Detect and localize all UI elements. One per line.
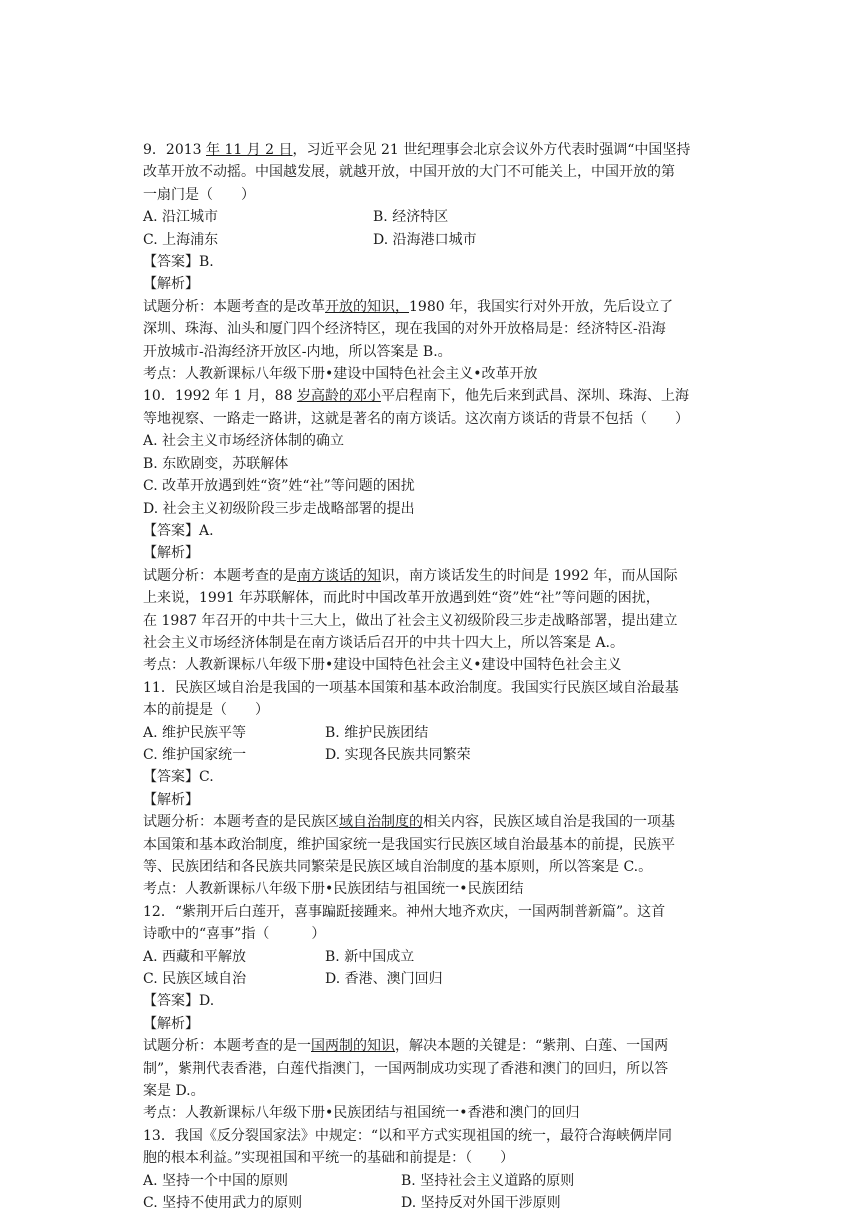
document-page <box>143 139 723 1215</box>
q12-stem-line-1: 12．“紫荆开后白莲开，喜事蹁跹接踵来。神州大地齐欢庆，一国两制普新篇”。这首 <box>143 903 666 920</box>
q12-analysis-line-2: 制”，紫荆代表香港，白莲代指澳门，一国两制成功实现了香港和澳门的回归，所以答 <box>143 1060 669 1077</box>
q11-stem-line-1: 11．民族区域自治是我国的一项基本国策和基本政治制度。我国实行民族区域自治最基 <box>143 679 679 696</box>
q11-kaodian: 考点：人教新课标八年级下册•民族团结与祖国统一•民族团结 <box>143 881 524 898</box>
q9-answer: 【答案】B. <box>143 254 214 271</box>
q10-stem-text: 10．1992 年 1 月，88 <box>143 388 297 405</box>
q10-stem-line-2: 等地视察、一路走一路讲，这就是著名的南方谈话。这次南方谈话的背景不包括（ ） <box>143 410 689 427</box>
q11-option-d: D. 实现各民族共同繁荣 <box>325 746 471 763</box>
q12-stem-line-2: 诗歌中的“喜事”指（ ） <box>143 926 326 943</box>
q11-analysis-line-2: 本国策和基本政治制度，维护国家统一是我国实行民族区域自治最基本的前提，民族平 <box>143 836 675 853</box>
q10-option-c: C. 改革开放遇到姓“资”姓“社”等问题的困扰 <box>143 478 415 495</box>
q9-kaodian: 考点：人教新课标八年级下册•建设中国特色社会主义•改革开放 <box>143 366 538 383</box>
q11-analysis-line-3: 等、民族团结和各民族共同繁荣是民族区域自治制度的基本原则，所以答案是 C.。 <box>143 859 653 875</box>
q13-option-c: C. 坚持不使用武力的原则 <box>143 1195 303 1212</box>
q12-analysis-text: ，解决本题的关键是：“紫荆、白莲、一国两 <box>395 1038 669 1055</box>
q9-option-c: C. 上海浦东 <box>143 231 219 248</box>
q10-stem-text: 平启程南下，他先后来到武昌、深圳、珠海、上海 <box>380 388 689 405</box>
q9-stem-underlined: 年 11 月 2 日 <box>206 142 293 158</box>
q12-answer: 【答案】D. <box>143 993 215 1010</box>
q12-option-b: B. 新中国成立 <box>325 948 415 965</box>
q11-analysis-line-1 <box>143 811 723 833</box>
q11-analysis-underlined: 域自治制度的 <box>339 814 423 831</box>
q9-analysis-label: 【解析】 <box>143 276 199 293</box>
q10-analysis-label: 【解析】 <box>143 545 199 562</box>
q10-stem-underlined: 岁高龄的邓小 <box>296 388 381 405</box>
q9-stem-line-2: 改革开放不动摇。中国越发展，就越开放，中国开放的大门不可能关上，中国开放的第 <box>143 164 675 181</box>
q10-stem-line-1 <box>143 385 723 407</box>
q9-stem-line-3: 一扇门是（ ） <box>143 186 255 203</box>
q10-kaodian: 考点：人教新课标八年级下册•建设中国特色社会主义•建设中国特色社会主义 <box>143 657 622 674</box>
q9-option-a: A. 沿江城市 <box>143 209 219 226</box>
q11-options-row-2 <box>143 744 723 766</box>
q9-options-row-2 <box>143 229 723 251</box>
q9-stem-text: ，习近平会见 21 世纪理事会北京会议外方代表时强调“中国坚持 <box>292 142 691 158</box>
q12-kaodian: 考点：人教新课标八年级下册•民族团结与祖国统一•香港和澳门的回归 <box>143 1105 580 1122</box>
q10-answer: 【答案】A. <box>143 522 214 539</box>
q10-analysis-line-3: 在 1987 年召开的中共十三大上，做出了社会主义初级阶段三步走战略部署，提出建立 <box>143 612 678 629</box>
q10-analysis-line-2: 上来说，1991 年苏联解体，而此时中国改革开放遇到姓“资”姓“社”等问题的困扰， <box>143 590 660 607</box>
q9-stem-text: 9．2013 <box>143 142 206 158</box>
q9-option-b: B. 经济特区 <box>373 209 449 226</box>
q12-option-c: C. 民族区域自治 <box>143 971 247 988</box>
q10-option-d: D. 社会主义初级阶段三步走战略部署的提出 <box>143 500 415 517</box>
q9-option-d: D. 沿海港口城市 <box>373 231 477 248</box>
q12-option-a: A. 西藏和平解放 <box>143 948 247 965</box>
q9-analysis-underlined: 开放的知识， <box>325 298 409 315</box>
q12-options-row-2 <box>143 968 723 990</box>
q13-option-a: A. 坚持一个中国的原则 <box>143 1172 289 1189</box>
q12-analysis-line-1 <box>143 1035 723 1057</box>
q9-analysis-text: 试题分析：本题考查的是改革 <box>143 298 325 315</box>
q12-analysis-underlined: 国两制的知识 <box>311 1038 395 1055</box>
q9-analysis-text: 1980 年，我国实行对外开放，先后设立了 <box>409 298 674 315</box>
q12-analysis-line-3: 案是 D.。 <box>143 1083 205 1100</box>
q11-option-c: C. 维护国家统一 <box>143 746 247 763</box>
q10-option-a: A. 社会主义市场经济体制的确立 <box>143 433 345 450</box>
q11-answer: 【答案】C. <box>143 769 214 786</box>
q13-options-row-2 <box>143 1192 723 1214</box>
q12-analysis-label: 【解析】 <box>143 1015 199 1032</box>
q13-stem-line-1: 13．我国《反分裂国家法》中规定：“以和平方式实现祖国的统一，最符合海峡俩岸同 <box>143 1127 672 1144</box>
q10-analysis-line-4: 社会主义市场经济体制是在南方谈话后召开的中共十四大上，所以答案是 A.。 <box>143 634 625 651</box>
q12-analysis-text: 试题分析：本题考查的是一 <box>143 1038 311 1055</box>
q11-analysis-text: 试题分析：本题考查的是民族区 <box>143 814 339 831</box>
q10-option-b: B. 东欧剧变，苏联解体 <box>143 455 289 472</box>
q11-options-row-1 <box>143 722 723 744</box>
q13-option-d: D. 坚持反对外国干涉原则 <box>401 1195 561 1212</box>
q9-analysis-line-2: 深圳、珠海、汕头和厦门四个经济特区，现在我国的对外开放格局是：经济特区-沿海 <box>143 321 666 338</box>
q11-analysis-label: 【解析】 <box>143 791 199 808</box>
q9-analysis-line-1 <box>143 296 723 318</box>
q12-options-row-1 <box>143 946 723 968</box>
q10-analysis-line-1 <box>143 565 723 587</box>
q12-option-d: D. 香港、澳门回归 <box>325 971 443 988</box>
q11-stem-line-2: 本的前提是（ ） <box>143 702 269 719</box>
q10-analysis-text: 识，南方谈话发生的时间是 1992 年，而从国际 <box>381 567 678 584</box>
q13-stem-line-2: 胞的根本利益。”实现祖国和平统一的基础和前提是：（ ） <box>143 1150 515 1167</box>
q11-option-b: B. 维护民族团结 <box>325 724 429 741</box>
q9-analysis-line-3: 开放城市-沿海经济开放区-内地，所以答案是 B.。 <box>143 343 452 360</box>
q10-analysis-underlined: 南方谈话的知 <box>297 567 381 584</box>
q10-analysis-text: 试题分析：本题考查的是 <box>143 567 297 584</box>
q13-option-b: B. 坚持社会主义道路的原则 <box>401 1172 575 1189</box>
q13-options-row-1 <box>143 1170 723 1192</box>
q11-option-a: A. 维护民族平等 <box>143 724 247 741</box>
q9-stem-line-1 <box>143 139 723 161</box>
q11-analysis-text: 相关内容，民族区域自治是我国的一项基 <box>423 814 675 831</box>
q9-options-row-1 <box>143 206 723 228</box>
